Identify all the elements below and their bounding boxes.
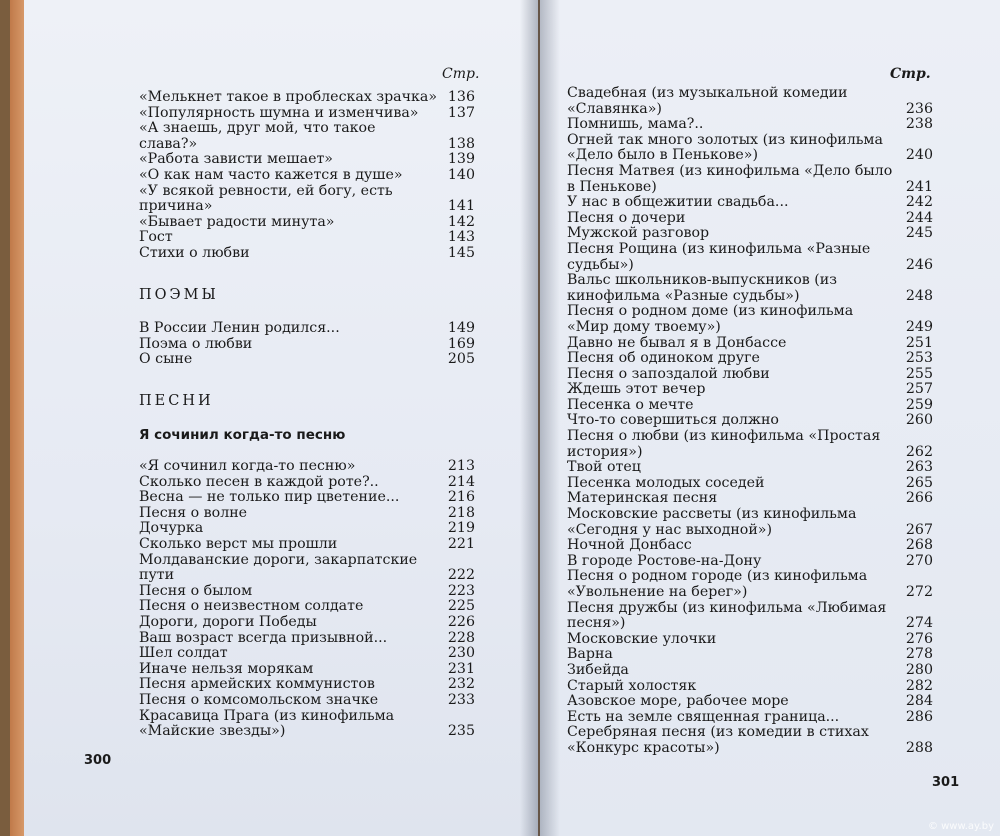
toc-entry-title: Вальс школьников-выпускников (из кинофильма «Разные судьбы») [567,272,837,304]
toc-entry [567,242,933,273]
toc-entry [567,679,933,695]
toc-entry-page: 266 [905,490,933,507]
table-of-contents-right [567,86,933,757]
toc-entry-title: Ваш возраст всегда призывной... [139,629,388,646]
toc-entry-title: Молдаванские дороги, закарпатские пути [139,551,418,584]
toc-entry-page: 240 [905,147,933,164]
toc-entry-page: 246 [905,256,933,273]
toc-entry-title: Огней так много золотых (из кинофильма «Дело было в Пенькове») [567,131,883,164]
toc-entry [139,152,475,168]
toc-entry-page: 238 [905,116,933,133]
toc-entry-page: 221 [447,536,475,553]
toc-entry-title: Дороги, дороги Победы [139,614,317,631]
toc-entry-title: Песня о былом [139,582,253,599]
toc-entry-page: 260 [905,412,933,429]
toc-entry-title: Что-то совершиться должно [567,412,779,429]
toc-entry [139,90,475,106]
toc-entry-page: 242 [905,194,933,211]
toc-entry-page: 230 [447,645,475,662]
section-heading-songs: ПЕСНИ [139,392,214,409]
toc-entry-title: «Работа зависти мешает» [139,151,333,168]
toc-entry [567,491,933,507]
toc-entry-title: Песня о запоздалой любви [567,365,770,382]
toc-entry-page: 226 [447,614,475,631]
toc-entry-title: О сыне [139,351,193,368]
toc-entry [567,569,933,600]
toc-entry [567,538,933,554]
toc-entry [139,168,475,184]
toc-entry [567,663,933,679]
toc-entry-page: 272 [905,584,933,600]
toc-entry [567,86,933,117]
toc-entry [139,693,475,709]
toc-entry [567,554,933,570]
toc-entry [567,647,933,663]
toc-entry [567,336,933,352]
toc-entry-page: 137 [447,104,475,121]
toc-entry-title: У нас в общежитии свадьба... [567,194,789,211]
toc-entry [139,337,475,353]
toc-entry-page: 223 [447,582,475,599]
toc-entry-title: Сколько песен в каждой роте?.. [139,473,379,490]
toc-entry-page: 267 [905,521,933,538]
toc-entry-page: 231 [447,660,475,677]
toc-entry-title: Гост [139,229,173,246]
toc-entry-title: Песня Рощина (из кинофильма «Разные судьбы») [567,240,871,273]
toc-entry [567,632,933,648]
page-column-header: Стр. [890,66,931,82]
toc-entry-title: Московские рассветы (из кинофильма «Сегодня у нас выходной») [567,506,857,538]
page-number: 300 [84,753,112,768]
toc-entry-title: Московские улочки [567,630,717,647]
toc-entry [567,413,933,429]
toc-entry [567,725,933,756]
toc-entry-page: 251 [905,334,933,351]
toc-entry [567,304,933,335]
book-cover-edge [10,0,24,836]
toc-entry-page: 218 [447,504,475,521]
toc-entry-page: 265 [905,474,933,491]
toc-entry-title: «А знаешь, друг мой, что такое слава?» [139,120,376,152]
toc-entry-page: 244 [905,209,933,226]
toc-entry-title: Песня об одиноком друге [567,350,760,367]
toc-entry-title: «У всякой ревности, ей богу, есть причина» [139,182,393,215]
toc-entry [139,662,475,678]
toc-entry [567,429,933,460]
toc-entry [567,164,933,195]
toc-entry-title: Свадебная (из музыкальной комедии «Славянка») [567,85,848,117]
toc-entry [139,321,475,337]
page-number: 301 [932,775,960,790]
page-column-header: Стр. [442,66,480,82]
toc-entry [139,106,475,122]
toc-entry [139,615,475,631]
toc-entry-title: Песня о любви (из кинофильма «Простая история») [567,428,881,460]
left-page [10,0,538,836]
toc-entry [139,537,475,553]
toc-entry-page: 257 [905,381,933,398]
toc-entry-title: Весна — не только пир цветение... [139,489,400,506]
toc-entry-page: 286 [905,708,933,725]
toc-entry-title: Песня о родном доме (из кинофильма «Мир дому твоему») [567,303,854,335]
toc-entry-title: Песня о дочери [567,209,686,226]
toc-entry-page: 222 [447,567,475,584]
toc-entry [139,646,475,662]
toc-entry-page: 255 [905,365,933,382]
subsection-heading: Я сочинил когда-то песню [139,426,346,443]
toc-entry-title: «Бывает радости минута» [139,213,335,230]
toc-entry-page: 274 [905,615,933,632]
toc-entry-page: 232 [447,676,475,693]
toc-entry [139,459,475,475]
toc-entry-page: 169 [447,335,475,352]
toc-entry-title: Шел солдат [139,645,228,662]
toc-entry [139,230,475,246]
toc-entry [567,351,933,367]
toc-entry-page: 280 [905,661,933,678]
toc-entry-title: Песня о неизвестном солдате [139,598,364,615]
toc-entry-title: Зибейда [567,661,629,678]
toc-entry-title: В России Ленин родился... [139,320,340,337]
right-page [540,0,1000,836]
toc-entry-page: 213 [447,458,475,475]
toc-entry-page: 205 [447,351,475,368]
toc-entry [139,631,475,647]
toc-entry [139,246,475,262]
section-heading-poems: ПОЭМЫ [139,286,219,303]
toc-entry-title: Материнская песня [567,490,718,507]
toc-entry [139,584,475,600]
toc-entry-page: 259 [905,396,933,413]
toc-entry-title: Есть на земле священная граница... [567,708,840,725]
toc-entry-page: 276 [905,630,933,647]
toc-entry-title: Песня дружбы (из кинофильма «Любимая песня») [567,599,887,632]
toc-entry-page: 262 [905,443,933,460]
toc-entry [567,460,933,476]
toc-entry [567,601,933,632]
toc-entry [567,710,933,726]
toc-entry-title: Ждешь этот вечер [567,381,706,398]
toc-entry [139,352,475,368]
toc-entry [139,490,475,506]
toc-entry [567,195,933,211]
toc-entry-title: Мужской разговор [567,225,710,242]
toc-entry-page: 263 [905,459,933,476]
toc-entry-title: Красавица Прага (из кинофильма «Майские звезды») [139,707,395,740]
toc-entry-page: 139 [447,151,475,168]
toc-entry [139,553,475,584]
toc-entry-title: Песня о родном городе (из кинофильма «Увольнение на берег») [567,568,868,600]
toc-entry-page: 143 [447,229,475,246]
toc-entry-title: Азовское море, рабочее море [567,693,789,710]
toc-entry-page: 284 [905,693,933,710]
toc-entry [139,215,475,231]
watermark: © www.ay.by [927,821,994,832]
toc-entry-page: 216 [447,489,475,506]
toc-entry-title: Ночной Донбасс [567,537,692,554]
toc-entry-page: 136 [447,89,475,105]
toc-entry-page: 225 [447,598,475,615]
toc-entry [139,475,475,491]
toc-entry-title: Сколько верст мы прошли [139,536,338,553]
toc-entry-title: Поэма о любви [139,335,253,352]
toc-entry-page: 270 [905,552,933,569]
toc-entry-title: Песня армейских коммунистов [139,676,375,693]
toc-entry-page: 214 [447,473,475,490]
toc-entry-page: 219 [447,520,475,537]
toc-entry-page: 241 [905,178,933,195]
toc-entry-page: 235 [447,723,475,740]
toc-entry [567,117,933,133]
toc-entry [139,599,475,615]
toc-entry [567,398,933,414]
toc-entry-page: 248 [905,287,933,304]
toc-entry-page: 282 [905,677,933,694]
toc-entry [567,226,933,242]
toc-entry [139,506,475,522]
toc-entry [567,382,933,398]
toc-entry-title: Песенка молодых соседей [567,474,765,491]
toc-entry-title: Дочурка [139,520,204,537]
toc-entry-page: 138 [447,135,475,152]
toc-entry [139,184,475,215]
toc-entry-title: В городе Ростове-на-Дону [567,552,762,569]
toc-entry-page: 245 [905,225,933,242]
toc-entry-title: Песня о комсомольском значке [139,692,379,708]
toc-entry-title: «Мелькнет такое в проблесках зрачка» [139,89,438,105]
toc-entry-title: Старый холостяк [567,677,697,694]
toc-entry [139,121,475,152]
toc-entry-title: Варна [567,646,613,663]
toc-entry [567,367,933,383]
toc-entry-page: 145 [447,244,475,261]
table-of-contents-left [139,90,475,740]
toc-entry [567,694,933,710]
toc-entry-title: Песенка о мечте [567,396,694,413]
toc-entry-title: Песня Матвея (из кинофильма «Дело было в Пенькове) [567,162,893,195]
toc-entry-page: 288 [905,739,933,756]
toc-entry-page: 249 [905,318,933,335]
toc-entry [567,211,933,227]
toc-entry [567,133,933,164]
toc-entry-title: Твой отец [567,459,641,476]
toc-entry-page: 228 [447,629,475,646]
toc-entry-title: Песня о волне [139,504,248,521]
toc-entry-title: Иначе нельзя морякам [139,660,314,677]
toc-entry [567,476,933,492]
toc-entry-title: Помнишь, мама?.. [567,116,704,133]
toc-entry-title: «Я сочинил когда-то песню» [139,458,356,475]
toc-entry [567,273,933,304]
toc-entry-page: 253 [905,350,933,367]
toc-entry-title: Серебряная песня (из комедии в стихах «Конкурс красоты») [567,724,869,756]
toc-entry [139,709,475,740]
toc-entry [139,677,475,693]
toc-entry-page: 140 [447,166,475,183]
toc-entry-title: «Популярность шумна и изменчива» [139,104,419,121]
toc-entry-page: 233 [447,692,475,708]
toc-entry-page: 268 [905,537,933,554]
toc-entry-title: Стихи о любви [139,244,250,261]
toc-entry-page: 142 [447,213,475,230]
toc-entry-page: 236 [905,100,933,117]
toc-entry-page: 141 [447,198,475,215]
toc-entry-title: Давно не бывал я в Донбассе [567,334,787,351]
toc-entry-page: 278 [905,646,933,663]
toc-entry-title: «О как нам часто кажется в душе» [139,166,403,183]
toc-entry [139,521,475,537]
toc-entry-page: 149 [447,320,475,337]
toc-entry [567,507,933,538]
